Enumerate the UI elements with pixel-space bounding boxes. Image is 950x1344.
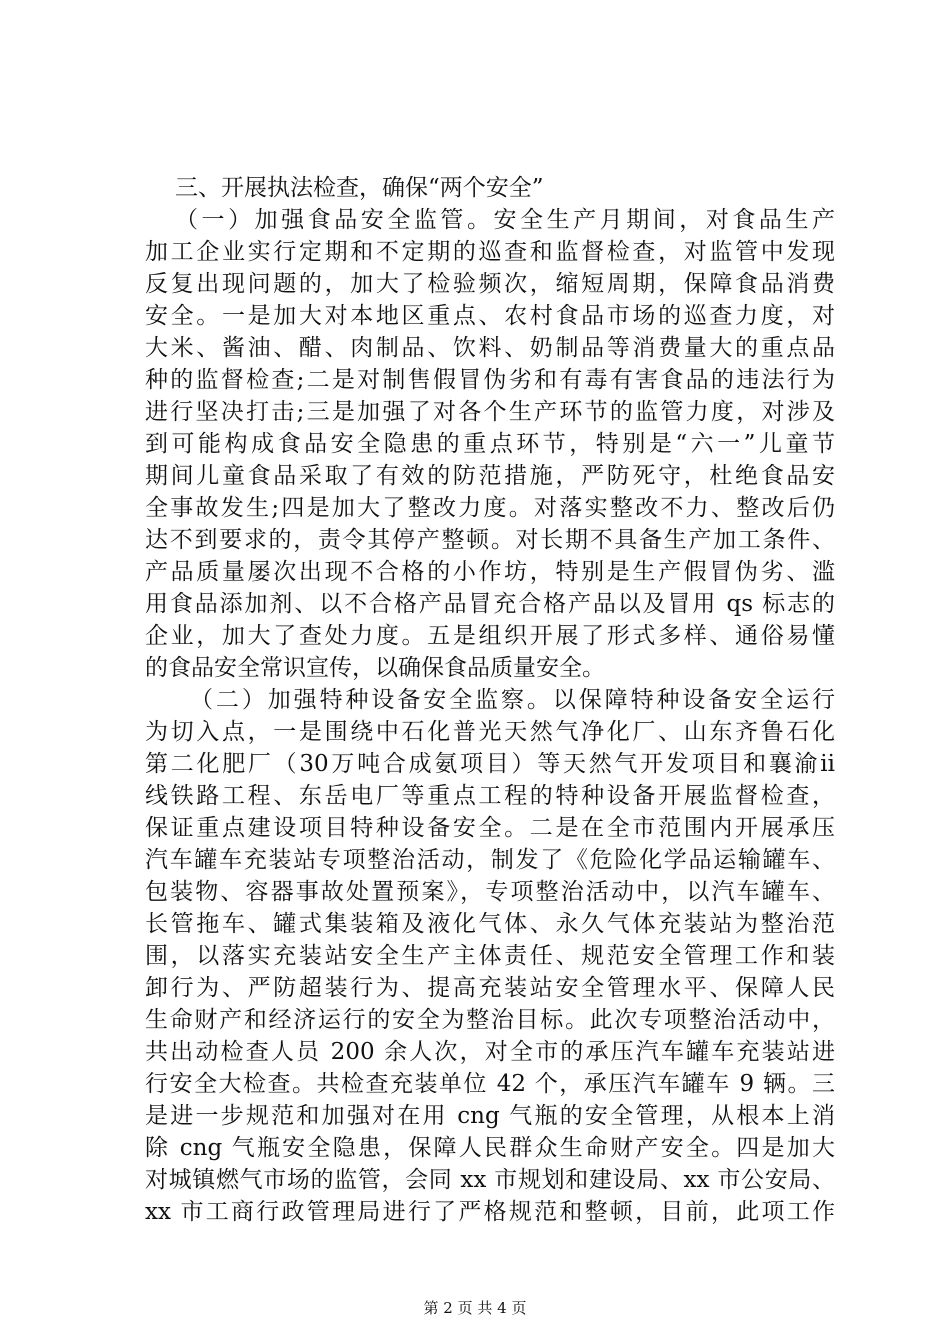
paragraph-2-line: 第二化肥厂（30万吨合成氨项目）等天然气开发项目和襄渝ii xyxy=(145,751,835,777)
paragraph-1-line: 的食品安全常识宣传，以确保食品质量安全。 xyxy=(145,655,605,681)
paragraph-1-line: 全事故发生;四是加大了整改力度。对落实整改不力、整改后仍 xyxy=(145,495,835,521)
paragraph-2-line: xx 市工商行政管理局进行了严格规范和整顿，目前，此项工作 xyxy=(145,1199,835,1225)
paragraph-2-line: 线铁路工程、东岳电厂等重点工程的特种设备开展监督检查， xyxy=(145,783,835,809)
paragraph-1-line: 产品质量屡次出现不合格的小作坊，特别是生产假冒伪劣、滥 xyxy=(145,559,835,585)
paragraph-2-line: 对城镇燃气市场的监管，会同 xx 市规划和建设局、xx 市公安局、 xyxy=(145,1167,835,1193)
paragraph-2-line: 共出动检查人员 200 余人次，对全市的承压汽车罐车充装站进 xyxy=(145,1039,835,1065)
paragraph-1-line: （一）加强食品安全监管。安全生产月期间，对食品生产 xyxy=(175,207,835,233)
paragraph-1-line: 期间儿童食品采取了有效的防范措施，严防死守，杜绝食品安 xyxy=(145,463,835,489)
paragraph-2-line: 保证重点建设项目特种设备安全。二是在全市范围内开展承压 xyxy=(145,815,835,841)
section-heading: 三、开展执法检查，确保“两个安全” xyxy=(175,175,544,201)
paragraph-1-line: 种的监督检查;二是对制售假冒伪劣和有毒有害食品的违法行为 xyxy=(145,367,835,393)
paragraph-2-line: 汽车罐车充装站专项整治活动，制发了《危险化学品运输罐车、 xyxy=(145,847,835,873)
paragraph-2-line: （二）加强特种设备安全监察。以保障特种设备安全运行 xyxy=(190,687,835,713)
paragraph-2-line: 为切入点，一是围绕中石化普光天然气净化厂、山东齐鲁石化 xyxy=(145,719,835,745)
paragraph-2-line: 围，以落实充装站安全生产主体责任、规范安全管理工作和装 xyxy=(145,943,835,969)
paragraph-2-line: 长管拖车、罐式集装箱及液化气体、永久气体充装站为整治范 xyxy=(145,911,835,937)
paragraph-1-line: 进行坚决打击;三是加强了对各个生产环节的监管力度，对涉及 xyxy=(145,399,835,425)
paragraph-2-line: 卸行为、严防超装行为、提高充装站安全管理水平、保障人民 xyxy=(145,975,835,1001)
paragraph-1-line: 达不到要求的，责令其停产整顿。对长期不具备生产加工条件、 xyxy=(145,527,835,553)
paragraph-1-line: 用食品添加剂、以不合格产品冒充合格产品以及冒用 qs 标志的 xyxy=(145,591,835,617)
paragraph-1-line: 企业，加大了查处力度。五是组织开展了形式多样、通俗易懂 xyxy=(145,623,835,649)
paragraph-1-line: 加工企业实行定期和不定期的巡查和监督检查，对监管中发现 xyxy=(145,239,835,265)
paragraph-1-line: 安全。一是加大对本地区重点、农村食品市场的巡查力度，对 xyxy=(145,303,835,329)
paragraph-2-line: 除 cng 气瓶安全隐患，保障人民群众生命财产安全。四是加大 xyxy=(145,1135,835,1161)
paragraph-2-line: 包装物、容器事故处置预案》，专项整治活动中，以汽车罐车、 xyxy=(145,879,835,905)
paragraph-2-line: 生命财产和经济运行的安全为整治目标。此次专项整治活动中， xyxy=(145,1007,835,1033)
paragraph-1-line: 反复出现问题的，加大了检验频次，缩短周期，保障食品消费 xyxy=(145,271,835,297)
page-number-footer: 第 2 页 共 4 页 xyxy=(423,1299,527,1317)
paragraph-2-line: 行安全大检查。共检查充装单位 42 个，承压汽车罐车 9 辆。三 xyxy=(145,1071,835,1097)
paragraph-2-line: 是进一步规范和加强对在用 cng 气瓶的安全管理，从根本上消 xyxy=(145,1103,835,1129)
paragraph-1-line: 大米、酱油、醋、肉制品、饮料、奶制品等消费量大的重点品 xyxy=(145,335,835,361)
paragraph-1-line: 到可能构成食品安全隐患的重点环节，特别是“六一”儿童节 xyxy=(145,431,835,457)
